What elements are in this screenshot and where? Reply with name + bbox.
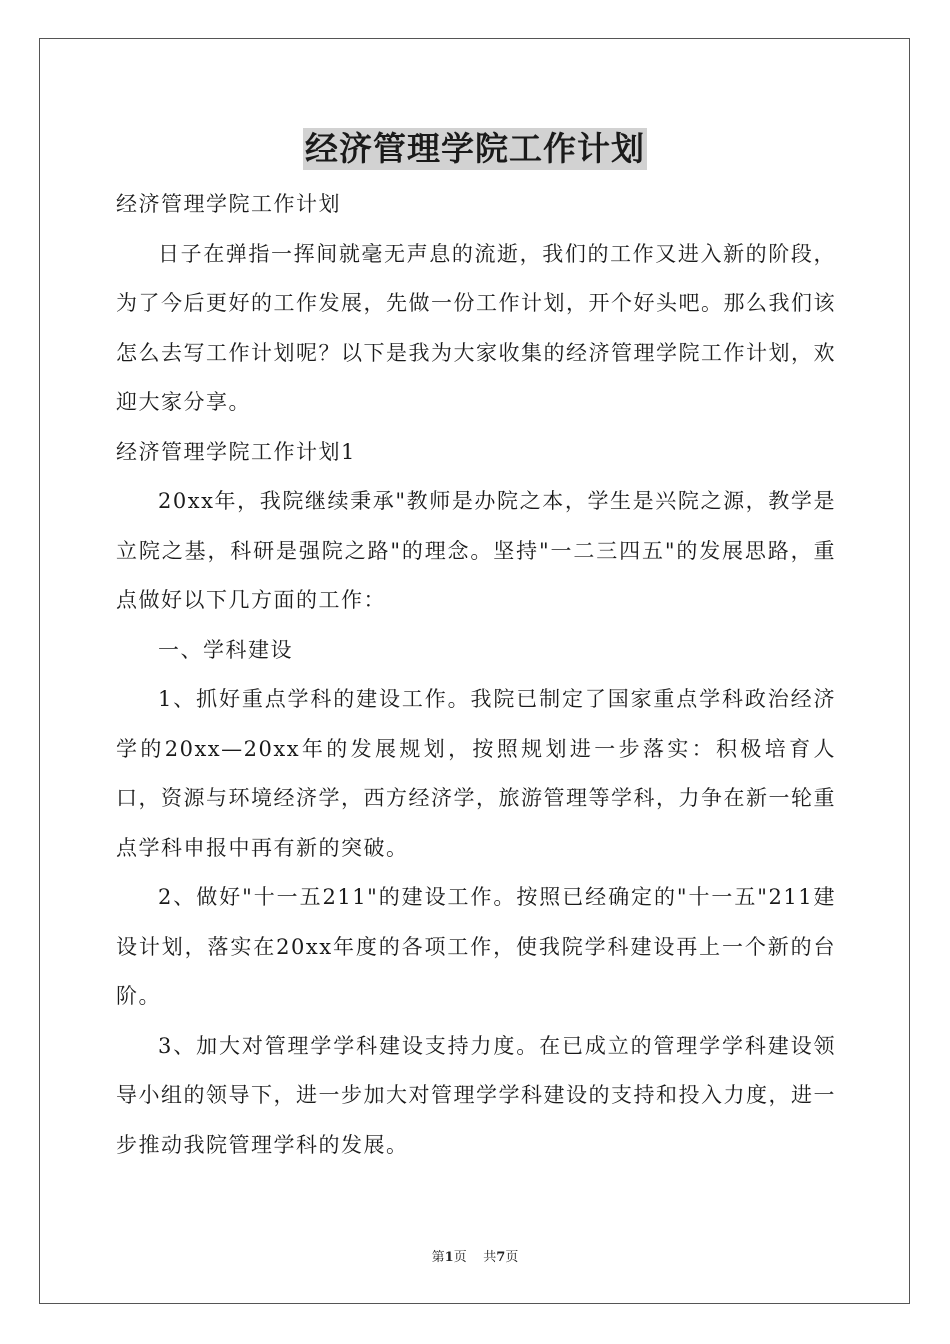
document-body [116, 180, 836, 1170]
intro-paragraph: 日子在弹指一挥间就毫无声息的流逝，我们的工作又进入新的阶段，为了今后更好的工作发展，先做一份工作计划，开个好头吧。那么我们该怎么去写工作计划呢？以下是我为大家收集的经济管理学院工作计划，欢迎大家分享。 [116, 241, 836, 414]
list-item-1: 1、抓好重点学科的建设工作。我院已制定了国家重点学科政治经济学的20xx—20xx年的发展规划，按照规划进一步落实：积极培育人口，资源与环境经济学，西方经济学，旅游管理等学科，力争在新一轮重点学科申报中再有新的突破。 [116, 687, 836, 860]
section-heading: 经济管理学院工作计划1 [116, 439, 356, 464]
list-item-3: 3、加大对管理学学科建设支持力度。在已成立的管理学学科建设领导小组的领导下，进一步加大对管理学学科建设的支持和投入力度，进一步推动我院管理学科的发展。 [116, 1033, 836, 1157]
document-title: 经济管理学院工作计划 [305, 129, 645, 168]
footer-total-number: 7 [496, 1250, 506, 1265]
paragraph-1: 20xx年，我院继续秉承"教师是办院之本，学生是兴院之源，教学是立院之基，科研是强院之路"的理念。坚持"一二三四五"的发展思路，重点做好以下几方面的工作： [116, 489, 836, 612]
document-title-wrapper [0, 128, 950, 172]
footer-total-prefix: 共 [483, 1250, 497, 1265]
footer-page-prefix: 第 [431, 1250, 445, 1265]
footer-page-number: 1 [444, 1250, 454, 1265]
page-footer [0, 1246, 950, 1265]
list-item-2: 2、做好"十一五211"的建设工作。按照已经确定的"十一五"211建设计划，落实在20xx年度的各项工作，使我院学科建设再上一个新的台阶。 [116, 885, 836, 1008]
footer-total-suffix: 页 [505, 1250, 519, 1265]
footer-page-suffix: 页 [453, 1250, 467, 1265]
document-subtitle: 经济管理学院工作计划 [116, 192, 341, 216]
subheading-discipline: 一、学科建设 [158, 637, 293, 662]
